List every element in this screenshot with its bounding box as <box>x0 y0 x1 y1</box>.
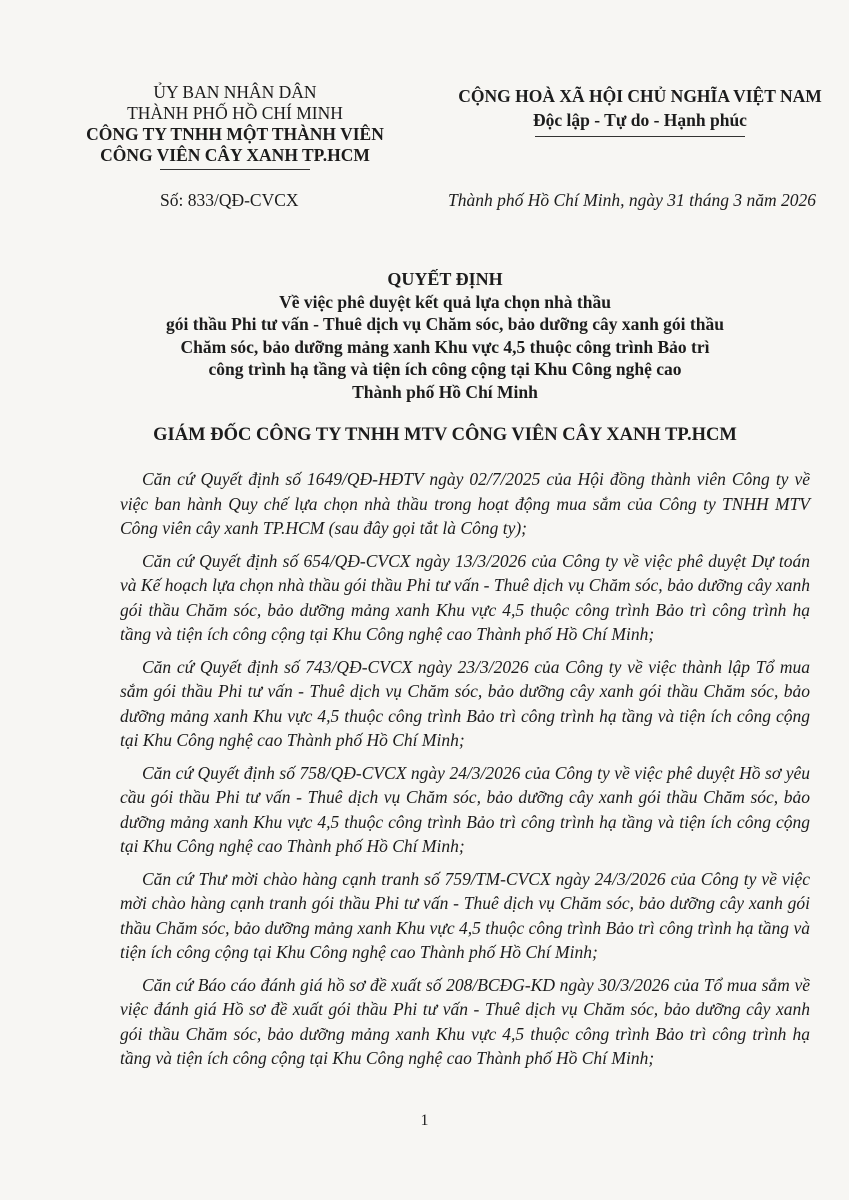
national-motto-block <box>440 84 840 137</box>
basis-paragraph-2: Căn cứ Quyết định số 654/QĐ-CVCX ngày 13/3/2026 của Công ty về việc phê duyệt Dự toán và Kế hoạch lựa chọn nhà thầu gói thầu Phi tư vấn - Thuê dịch vụ Chăm sóc, bảo dưỡng cây xanh gói thầu Chăm sóc, bảo dưỡng mảng xanh Khu vực 4,5 thuộc công trình Bảo trì công trình hạ tầng và tiện ích công cộng tại Khu Công nghệ cao Thành phố Hồ Chí Minh; <box>120 550 810 644</box>
title-line-3: Chăm sóc, bảo dưỡng mảng xanh Khu vực 4,5 thuộc công trình Bảo trì <box>180 336 710 357</box>
basis-paragraph-1: Căn cứ Quyết định số 1649/QĐ-HĐTV ngày 02/7/2025 của Hội đồng thành viên Công ty về việc ban hành Quy chế lựa chọn nhà thầu trong hoạt động mua sắm của Công ty TNHH MTV Công viên cây xanh TP.HCM (sau đây gọi tắt là Công ty); <box>120 469 810 538</box>
basis-paragraph-3: Căn cứ Quyết định số 743/QĐ-CVCX ngày 23/3/2026 của Công ty về việc thành lập Tổ mua sắm gói thầu Phi tư vấn - Thuê dịch vụ Chăm sóc, bảo dưỡng cây xanh gói thầu Chăm sóc, bảo dưỡng mảng xanh Khu vực 4,5 thuộc công trình Bảo trì công trình hạ tầng và tiện ích công cộng tại Khu Công nghệ cao Thành phố Hồ Chí Minh; <box>120 656 810 750</box>
agency-line-3: CÔNG TY TNHH MỘT THÀNH VIÊN <box>86 124 384 144</box>
title-line-2: gói thầu Phi tư vấn - Thuê dịch vụ Chăm sóc, bảo dưỡng cây xanh gói thầu <box>166 314 724 334</box>
document-date: Thành phố Hồ Chí Minh, ngày 31 tháng 3 năm 2026 <box>448 190 816 210</box>
issuer-heading: GIÁM ĐỐC CÔNG TY TNHH MTV CÔNG VIÊN CÂY XANH TP.HCM <box>153 425 737 445</box>
issuing-agency-block <box>70 82 400 170</box>
motto: Độc lập - Tự do - Hạnh phúc <box>533 110 747 130</box>
page-number: 1 <box>420 1112 429 1129</box>
title-line-4: công trình hạ tầng và tiện ích công cộng tại Khu Công nghệ cao <box>208 359 682 379</box>
title-line-1: Về việc phê duyệt kết quả lựa chọn nhà thầu <box>279 291 611 312</box>
decision-title-block <box>100 268 790 403</box>
country-name: CỘNG HOÀ XÃ HỘI CHỦ NGHĨA VIỆT NAM <box>458 86 822 106</box>
agency-underline <box>160 169 310 170</box>
agency-line-2: THÀNH PHỐ HỒ CHÍ MINH <box>127 103 343 123</box>
motto-underline <box>535 136 745 137</box>
agency-line-1: ỦY BAN NHÂN DÂN <box>153 82 317 102</box>
legal-basis-section <box>120 467 810 1079</box>
decision-heading: QUYẾT ĐỊNH <box>387 269 503 289</box>
document-number: Số: 833/QĐ-CVCX <box>160 190 299 210</box>
basis-paragraph-6: Căn cứ Báo cáo đánh giá hồ sơ đề xuất số 208/BCĐG-KD ngày 30/3/2026 của Tổ mua sắm về việc đánh giá Hồ sơ đề xuất gói thầu Phi tư vấn - Thuê dịch vụ Chăm sóc, bảo dưỡng cây xanh gói thầu Chăm sóc, bảo dưỡng mảng xanh Khu vực 4,5 thuộc công trình Bảo trì công trình hạ tầng và tiện ích công cộng tại Khu Công nghệ cao Thành phố Hồ Chí Minh; <box>120 974 810 1068</box>
basis-paragraph-4: Căn cứ Quyết định số 758/QĐ-CVCX ngày 24/3/2026 của Công ty về việc phê duyệt Hồ sơ yêu cầu gói thầu Phi tư vấn - Thuê dịch vụ Chăm sóc, bảo dưỡng cây xanh gói thầu Chăm sóc, bảo dưỡng mảng xanh Khu vực 4,5 thuộc công trình Bảo trì công trình hạ tầng và tiện ích công cộng tại Khu Công nghệ cao Thành phố Hồ Chí Minh; <box>120 762 810 856</box>
agency-line-4: CÔNG VIÊN CÂY XANH TP.HCM <box>100 145 370 165</box>
basis-paragraph-5: Căn cứ Thư mời chào hàng cạnh tranh số 759/TM-CVCX ngày 24/3/2026 của Công ty về việc mời chào hàng cạnh tranh gói thầu Phi tư vấn - Thuê dịch vụ Chăm sóc, bảo dưỡng cây xanh gói thầu Chăm sóc, bảo dưỡng mảng xanh Khu vực 4,5 thuộc công trình Bảo trì công trình hạ tầng và tiện ích công cộng tại Khu Công nghệ cao Thành phố Hồ Chí Minh; <box>120 868 810 962</box>
title-line-5: Thành phố Hồ Chí Minh <box>352 381 538 402</box>
